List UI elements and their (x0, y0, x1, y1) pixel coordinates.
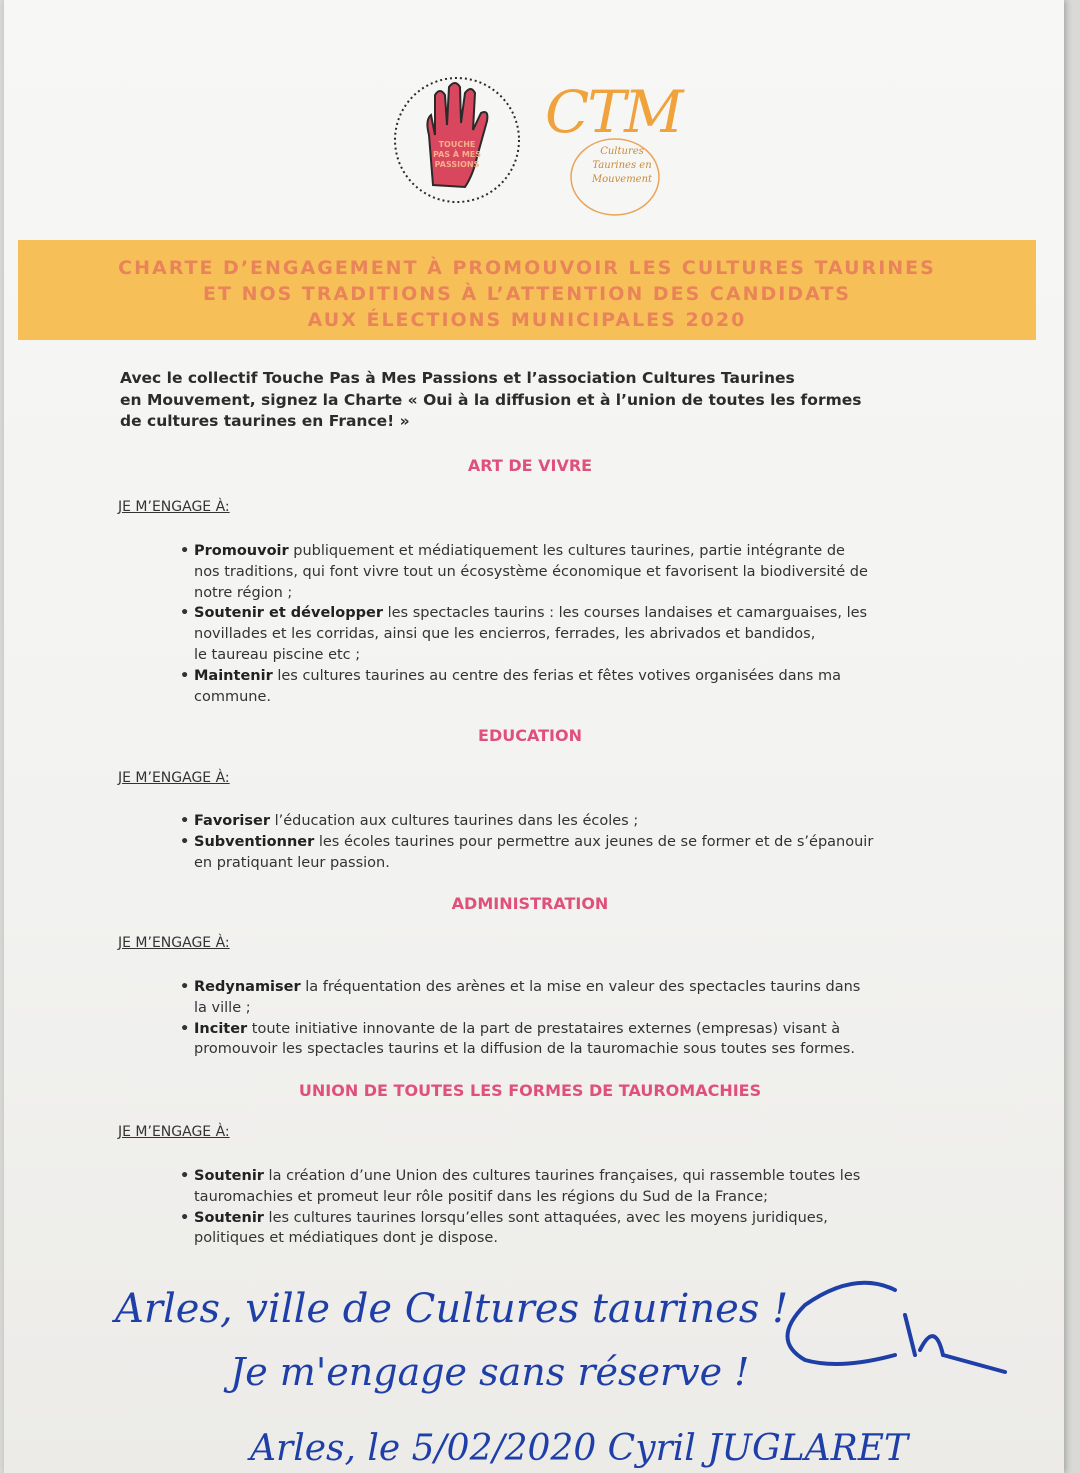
raised-hand-icon (385, 65, 530, 215)
intro-line: Avec le collectif Touche Pas à Mes Passions et l’association Cultures Taurines (120, 369, 795, 387)
item-text: notre région ; (194, 584, 293, 601)
ctm-subtitle-line: Cultures (600, 146, 644, 157)
section-title-union: UNION DE TOUTES LES FORMES DE TAUROMACHIES (298, 1081, 762, 1100)
item-text: la fréquentation des arènes et la mise en valeur des spectacles taurins dans (300, 979, 861, 995)
commitment-list (180, 1166, 940, 1249)
charter-title-line: CHARTE D’ENGAGEMENT À PROMOUVOIR LES CULTURES TAURINES (118, 257, 936, 279)
item-text: les spectacles taurins : les courses landaises et camarguaises, les (382, 605, 868, 622)
item-text: commune. (194, 688, 272, 705)
item-text: les cultures taurines lorsqu’elles sont attaquées, avec les moyens juridiques, (263, 1209, 828, 1226)
list-item (180, 541, 940, 603)
item-text: toute initiative innovante de la part de prestataires externes (empresas) visant à (247, 1020, 841, 1037)
charter-title (18, 255, 1036, 333)
item-text: politiques et médiatiques dont je dispose. (194, 1230, 498, 1247)
handwritten-line: Arles, le 5/02/2020 Cyril JUGLARET (250, 1428, 909, 1469)
intro-line: de cultures taurines en France! » (120, 412, 410, 430)
section-title-administration: ADMINISTRATION (451, 894, 609, 913)
intro-line: en Mouvement, signez la Charte « Oui à la diffusion et à l’union de toutes les formes (120, 390, 862, 409)
svg-text:TOUCHE: TOUCHE (438, 140, 476, 149)
list-item (180, 977, 940, 1019)
item-keyword: Redynamiser (194, 979, 301, 995)
svg-text:PASSIONS: PASSIONS (434, 160, 480, 169)
item-text: nos traditions, qui font vivre tout un écosystème économique et favorisent la biodiversité de (194, 563, 868, 580)
item-text: la ville ; (194, 999, 251, 1016)
item-keyword: Promouvoir (194, 543, 289, 559)
handwritten-note (105, 1260, 1065, 1470)
item-keyword: Inciter (194, 1020, 248, 1037)
item-text: en pratiquant leur passion. (194, 854, 390, 871)
item-text: novillades et les corridas, ainsi que les encierros, ferrades, les abrivados et bandidos, (194, 626, 816, 643)
commitment-list (180, 977, 940, 1060)
ctm-logo-subtitle (582, 145, 662, 187)
list-item (180, 666, 940, 708)
ctm-subtitle-line: Taurines en (592, 160, 652, 171)
item-keyword: Favoriser (194, 813, 270, 829)
intro-paragraph (120, 368, 920, 433)
list-item (180, 603, 940, 665)
commitment-list (180, 541, 940, 707)
item-keyword: Soutenir (194, 1209, 264, 1226)
item-text: publiquement et médiatiquement les cultures taurines, partie intégrante de (288, 543, 845, 559)
item-text: le taureau piscine etc ; (194, 646, 361, 663)
section-title-education: EDUCATION (478, 726, 582, 745)
list-item (180, 832, 940, 874)
list-item (180, 1166, 940, 1208)
commitment-list (180, 811, 940, 873)
handwritten-line: Arles, ville de Cultures taurines ! (115, 1286, 789, 1332)
item-keyword: Subventionner (194, 833, 315, 850)
item-keyword: Soutenir (194, 1168, 264, 1184)
engage-label: JE M’ENGAGE À: (118, 499, 230, 515)
charter-title-line: ET NOS TRADITIONS À L’ATTENTION DES CANDIDATS (203, 283, 851, 305)
item-text: la création d’une Union des cultures taurines françaises, qui rassemble toutes les (263, 1168, 861, 1184)
list-item (180, 811, 940, 832)
list-item (180, 1019, 940, 1061)
engage-label: JE M’ENGAGE À: (118, 1124, 230, 1140)
ctm-logo-letters: CTM (545, 78, 682, 146)
item-keyword: Soutenir et développer (194, 605, 383, 622)
svg-text:PAS À MES: PAS À MES (432, 150, 482, 159)
handwritten-line: Je m'engage sans réserve ! (230, 1350, 750, 1394)
item-keyword: Maintenir (194, 667, 273, 684)
charter-title-line: AUX ÉLECTIONS MUNICIPALES 2020 (307, 309, 747, 331)
section-title-art-de-vivre: ART DE VIVRE (467, 456, 593, 475)
engage-label: JE M’ENGAGE À: (118, 770, 230, 786)
item-text: tauromachies et promeut leur rôle positif dans les régions du Sud de la France; (194, 1188, 769, 1205)
item-text: les cultures taurines au centre des ferias et fêtes votives organisées dans ma (272, 667, 841, 684)
engage-label: JE M’ENGAGE À: (118, 935, 230, 951)
item-text: promouvoir les spectacles taurins et la diffusion de la tauromachie sous toutes ses formes. (194, 1041, 855, 1058)
ctm-subtitle-line: Mouvement (591, 174, 653, 185)
signature-icon (788, 1283, 1006, 1372)
item-text: l’éducation aux cultures taurines dans les écoles ; (270, 813, 639, 829)
list-item (180, 1208, 940, 1250)
item-text: les écoles taurines pour permettre aux jeunes de se former et de s’épanouir (314, 833, 874, 850)
